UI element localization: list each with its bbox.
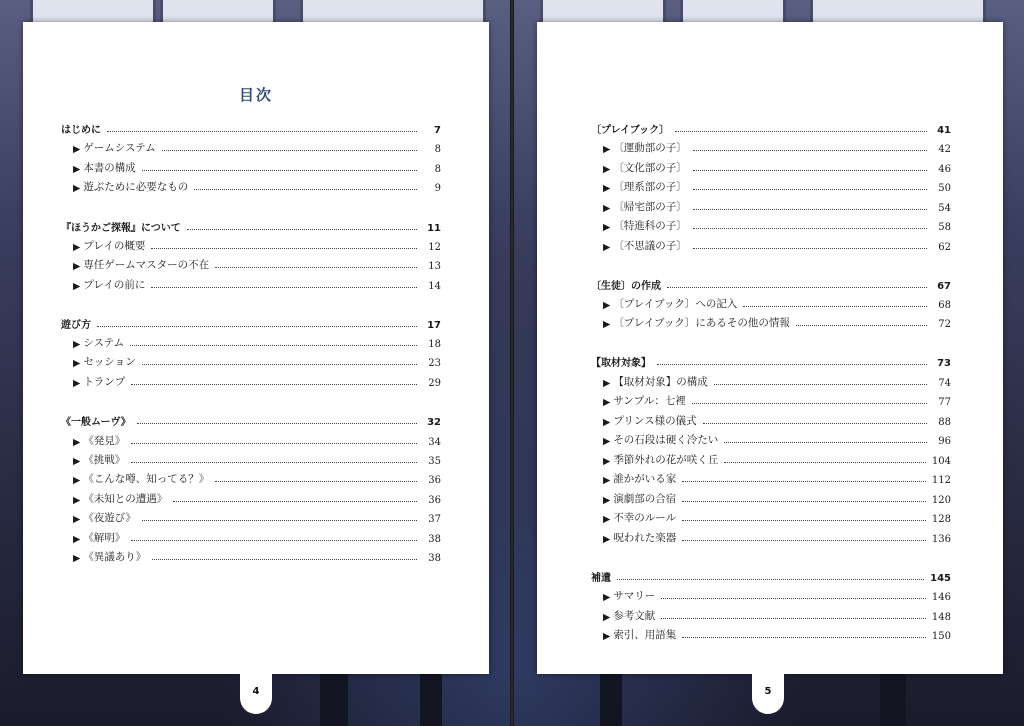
toc-entry[interactable]	[591, 237, 951, 253]
toc-entry-label: 《解明》	[83, 532, 126, 544]
toc-entry-label: 遊び方	[61, 320, 91, 331]
toc-entry-label: 《挑戦》	[83, 454, 126, 466]
bullet-icon: ▶	[603, 514, 611, 525]
dot-leader	[693, 170, 927, 171]
dot-leader	[137, 423, 417, 424]
bullet-icon: ▶	[603, 534, 611, 545]
toc-page-number: 68	[938, 300, 951, 311]
toc-entry-label: 《発見》	[83, 435, 126, 447]
dot-leader	[173, 501, 417, 502]
toc-entry-label: トランプ	[83, 376, 126, 388]
toc-entry-label: その石段は硬く冷たい	[613, 434, 719, 446]
toc-entry-label: 〔生徒〕の作成	[591, 281, 661, 292]
right-page	[537, 22, 1003, 674]
toc-page-number: 112	[931, 475, 951, 486]
dot-leader	[130, 345, 417, 346]
toc-page-number: 34	[428, 437, 441, 448]
toc-entry-label: 〔理系部の子〕	[613, 181, 687, 193]
dot-leader	[675, 131, 927, 132]
dot-leader	[693, 189, 927, 190]
toc-section-heading[interactable]	[61, 412, 441, 428]
toc-entry-label: 〔プレイブック〕への記入	[613, 298, 738, 310]
bullet-icon: ▶	[73, 261, 81, 272]
toc-entry[interactable]	[61, 159, 441, 175]
toc-entry[interactable]	[61, 334, 441, 350]
toc-entry[interactable]	[61, 373, 441, 389]
toc-entry-label: 補遺	[591, 573, 611, 584]
bullet-icon: ▶	[73, 475, 81, 486]
toc-entry-label: 季節外れの花が咲く丘	[613, 454, 719, 466]
dot-leader	[162, 150, 417, 151]
bullet-icon: ▶	[603, 475, 611, 486]
toc-entry-label: 〔特進科の子〕	[613, 220, 687, 232]
dot-leader	[215, 267, 417, 268]
bullet-icon: ▶	[603, 436, 611, 447]
bullet-icon: ▶	[73, 534, 81, 545]
bullet-icon: ▶	[73, 437, 81, 448]
page-number: 5	[764, 686, 772, 697]
toc-page-number: 77	[938, 397, 951, 408]
bullet-icon: ▶	[73, 456, 81, 467]
dot-leader	[152, 559, 417, 560]
toc-entry[interactable]	[591, 392, 951, 408]
dot-leader	[661, 618, 926, 619]
toc-page-number: 136	[931, 534, 951, 545]
toc-entry[interactable]	[591, 529, 951, 545]
toc-entry[interactable]	[61, 548, 441, 564]
toc-entry[interactable]	[591, 451, 951, 467]
toc-section-heading[interactable]	[591, 120, 951, 136]
toc-page-number: 96	[938, 436, 951, 447]
background-window	[30, 0, 156, 22]
bullet-icon: ▶	[73, 339, 81, 350]
toc-page-number: 74	[938, 378, 951, 389]
dot-leader	[682, 481, 926, 482]
toc-page-number: 72	[938, 319, 951, 330]
toc-entry[interactable]	[591, 431, 951, 447]
toc-page-number: 54	[938, 203, 951, 214]
toc-entry-label: 参考文献	[613, 610, 656, 622]
bullet-icon: ▶	[603, 417, 611, 428]
dot-leader	[692, 403, 927, 404]
toc-entry[interactable]	[591, 509, 951, 525]
toc-entry[interactable]	[591, 178, 951, 194]
background-window	[160, 0, 276, 22]
background-desk-leg	[420, 674, 442, 726]
toc-entry-label: セッション	[83, 356, 136, 368]
toc-page-number: 73	[937, 358, 951, 369]
toc-entry[interactable]	[591, 295, 951, 311]
dot-leader	[724, 462, 926, 463]
dot-leader	[194, 189, 417, 190]
toc-section-heading[interactable]	[591, 276, 951, 292]
toc-page-number: 46	[938, 164, 951, 175]
toc-page-number: 146	[931, 592, 951, 603]
toc-page-number: 36	[428, 475, 441, 486]
toc-entry-label: 《一般ムーヴ》	[61, 417, 131, 428]
dot-leader	[703, 423, 927, 424]
toc-page-number: 12	[428, 242, 441, 253]
left-page	[23, 22, 489, 674]
toc-entry-label: 専任ゲームマスターの不在	[83, 259, 210, 271]
toc-entry[interactable]	[591, 373, 951, 389]
bullet-icon: ▶	[73, 183, 81, 194]
toc-section-heading[interactable]	[591, 353, 951, 369]
toc-entry-label: プレイの概要	[83, 240, 146, 252]
toc-page-number: 17	[427, 320, 441, 331]
toc-entry[interactable]	[61, 353, 441, 369]
toc-page-number: 88	[938, 417, 951, 428]
toc-page-number: 58	[938, 222, 951, 233]
book-spine	[510, 0, 514, 726]
toc-page-number: 38	[428, 534, 441, 545]
toc-page-number: 13	[428, 261, 441, 272]
toc-entry-label: 『ほうかご探報』について	[61, 223, 181, 234]
toc-page-number: 8	[434, 164, 441, 175]
toc-entry-label: 本書の構成	[83, 162, 136, 174]
dot-leader	[667, 287, 927, 288]
page-number: 4	[252, 686, 260, 697]
toc-entry-label: 〔帰宅部の子〕	[613, 201, 687, 213]
toc-entry[interactable]	[61, 451, 441, 467]
toc-entry[interactable]	[61, 509, 441, 525]
dot-leader	[693, 248, 927, 249]
toc-entry-label: プレイの前に	[83, 279, 146, 291]
toc-entry-label: 演劇部の合宿	[613, 493, 677, 505]
toc-page-number: 145	[930, 573, 951, 584]
bullet-icon: ▶	[73, 378, 81, 389]
bullet-icon: ▶	[603, 222, 611, 233]
toc-section-heading[interactable]	[61, 315, 441, 331]
toc-page-number: 42	[938, 144, 951, 155]
bullet-icon: ▶	[73, 164, 81, 175]
toc-entry-label: プリンス様の儀式	[613, 415, 697, 427]
bullet-icon: ▶	[603, 319, 611, 330]
page-number-tab-right	[752, 674, 784, 714]
bullet-icon: ▶	[73, 144, 81, 155]
toc-entry[interactable]	[591, 607, 951, 623]
bullet-icon: ▶	[73, 553, 81, 564]
dot-leader	[682, 637, 926, 638]
dot-leader	[693, 228, 927, 229]
toc-section-heading[interactable]	[61, 120, 441, 136]
toc-entry[interactable]	[591, 490, 951, 506]
toc-page-number: 32	[427, 417, 441, 428]
toc-entry[interactable]	[591, 470, 951, 486]
toc-entry[interactable]	[61, 276, 441, 292]
background-window	[300, 0, 486, 22]
toc-entry-label: システム	[83, 337, 125, 349]
dot-leader	[142, 520, 417, 521]
dot-leader	[142, 170, 417, 171]
toc-page-number: 104	[931, 456, 951, 467]
dot-leader	[142, 364, 417, 365]
bullet-icon: ▶	[73, 281, 81, 292]
dot-leader	[617, 579, 924, 580]
toc-entry[interactable]	[591, 159, 951, 175]
bullet-icon: ▶	[603, 612, 611, 623]
bullet-icon: ▶	[603, 300, 611, 311]
bullet-icon: ▶	[73, 242, 81, 253]
bullet-icon: ▶	[73, 514, 81, 525]
dot-leader	[743, 306, 927, 307]
bullet-icon: ▶	[603, 378, 611, 389]
toc-entry-label: 〔プレイブック〕	[591, 125, 670, 136]
dot-leader	[682, 540, 926, 541]
dot-leader	[131, 462, 417, 463]
toc-entry[interactable]	[61, 256, 441, 272]
toc-entry-label: 誰かがいる家	[613, 473, 677, 485]
toc-entry[interactable]	[591, 314, 951, 330]
dot-leader	[682, 520, 926, 521]
toc-entry-label: ゲームシステム	[83, 142, 156, 154]
toc-entry[interactable]	[591, 626, 951, 642]
toc-page-number: 14	[428, 281, 441, 292]
toc-entry-label: 〔文化部の子〕	[613, 162, 687, 174]
toc-page-number: 18	[428, 339, 441, 350]
toc-page-number: 8	[434, 144, 441, 155]
toc-page-number: 120	[931, 495, 951, 506]
dot-leader	[796, 325, 927, 326]
toc-page-number: 37	[428, 514, 441, 525]
toc-page-number: 36	[428, 495, 441, 506]
toc-entry-label: 《夜遊び》	[83, 512, 136, 524]
dot-leader	[187, 229, 417, 230]
toc-entry[interactable]	[61, 237, 441, 253]
toc-entry[interactable]	[61, 490, 441, 506]
toc-entry[interactable]	[591, 587, 951, 603]
bullet-icon: ▶	[603, 242, 611, 253]
toc-page-number: 62	[938, 242, 951, 253]
background-window	[680, 0, 786, 22]
toc-entry[interactable]	[591, 139, 951, 155]
dot-leader	[107, 131, 417, 132]
bullet-icon: ▶	[603, 397, 611, 408]
background-desk-leg	[320, 674, 348, 726]
toc-section-heading[interactable]	[591, 568, 951, 584]
toc-entry[interactable]	[591, 412, 951, 428]
toc-entry-label: 呪われた楽器	[613, 532, 677, 544]
toc-page-number: 35	[428, 456, 441, 467]
dot-leader	[714, 384, 927, 385]
page-number-tab-left	[240, 674, 272, 714]
toc-page-number: 41	[937, 125, 951, 136]
toc-entry-label: 索引、用語集	[613, 629, 677, 641]
bullet-icon: ▶	[73, 495, 81, 506]
toc-page-number: 148	[931, 612, 951, 623]
toc-entry-label: 《こんな噂、知ってる？》	[83, 473, 210, 485]
toc-entry-label: サマリー	[613, 590, 656, 602]
bullet-icon: ▶	[603, 631, 611, 642]
toc-page-number: 23	[428, 358, 441, 369]
toc-page-number: 67	[937, 281, 951, 292]
toc-entry[interactable]	[61, 529, 441, 545]
dot-leader	[682, 501, 926, 502]
dot-leader	[131, 443, 417, 444]
toc-entry-label: 遊ぶために必要なもの	[83, 181, 189, 193]
toc-entry-label: 〔運動部の子〕	[613, 142, 687, 154]
toc-entry-label: はじめに	[61, 125, 101, 136]
toc-entry[interactable]	[591, 217, 951, 233]
dot-leader	[724, 442, 927, 443]
toc-entry-label: サンプル：七裡	[613, 395, 686, 407]
background-window	[810, 0, 986, 22]
toc-entry[interactable]	[591, 198, 951, 214]
toc-entry-label: 【取材対象】	[591, 358, 651, 369]
background-desk-leg	[600, 674, 622, 726]
dot-leader	[131, 540, 417, 541]
dot-leader	[215, 481, 417, 482]
toc-entry-label: 〔プレイブック〕にあるその他の情報	[613, 317, 790, 329]
bullet-icon: ▶	[603, 164, 611, 175]
dot-leader	[657, 364, 927, 365]
toc-entry-label: 【取材対象】の構成	[613, 376, 708, 388]
dot-leader	[661, 598, 926, 599]
bullet-icon: ▶	[603, 592, 611, 603]
toc-page-number: 7	[434, 125, 441, 136]
bullet-icon: ▶	[603, 183, 611, 194]
bullet-icon: ▶	[603, 144, 611, 155]
toc-page-number: 128	[931, 514, 951, 525]
toc-entry-label: 《異議あり》	[83, 551, 147, 563]
toc-page-number: 50	[938, 183, 951, 194]
toc-page-number: 29	[428, 378, 441, 389]
toc-entry[interactable]	[61, 470, 441, 486]
toc-section-heading[interactable]	[61, 218, 441, 234]
dot-leader	[131, 384, 417, 385]
toc-entry[interactable]	[61, 139, 441, 155]
background-window	[540, 0, 666, 22]
page-title: 目次	[238, 86, 273, 104]
toc-page-number: 11	[427, 223, 441, 234]
dot-leader	[97, 326, 417, 327]
toc-page-number: 38	[428, 553, 441, 564]
bullet-icon: ▶	[603, 495, 611, 506]
toc-page-number: 9	[434, 183, 441, 194]
bullet-icon: ▶	[73, 358, 81, 369]
dot-leader	[151, 287, 417, 288]
toc-entry-label: 《未知との遭遇》	[83, 493, 168, 505]
bullet-icon: ▶	[603, 203, 611, 214]
toc-page-number: 150	[931, 631, 951, 642]
dot-leader	[151, 248, 417, 249]
toc-entry-label: 〔不思議の子〕	[613, 240, 687, 252]
dot-leader	[693, 209, 927, 210]
background-desk-leg	[880, 674, 906, 726]
bullet-icon: ▶	[603, 456, 611, 467]
toc-entry-label: 不幸のルール	[613, 512, 677, 524]
dot-leader	[693, 150, 927, 151]
toc-entry[interactable]	[61, 432, 441, 448]
toc-entry[interactable]	[61, 178, 441, 194]
